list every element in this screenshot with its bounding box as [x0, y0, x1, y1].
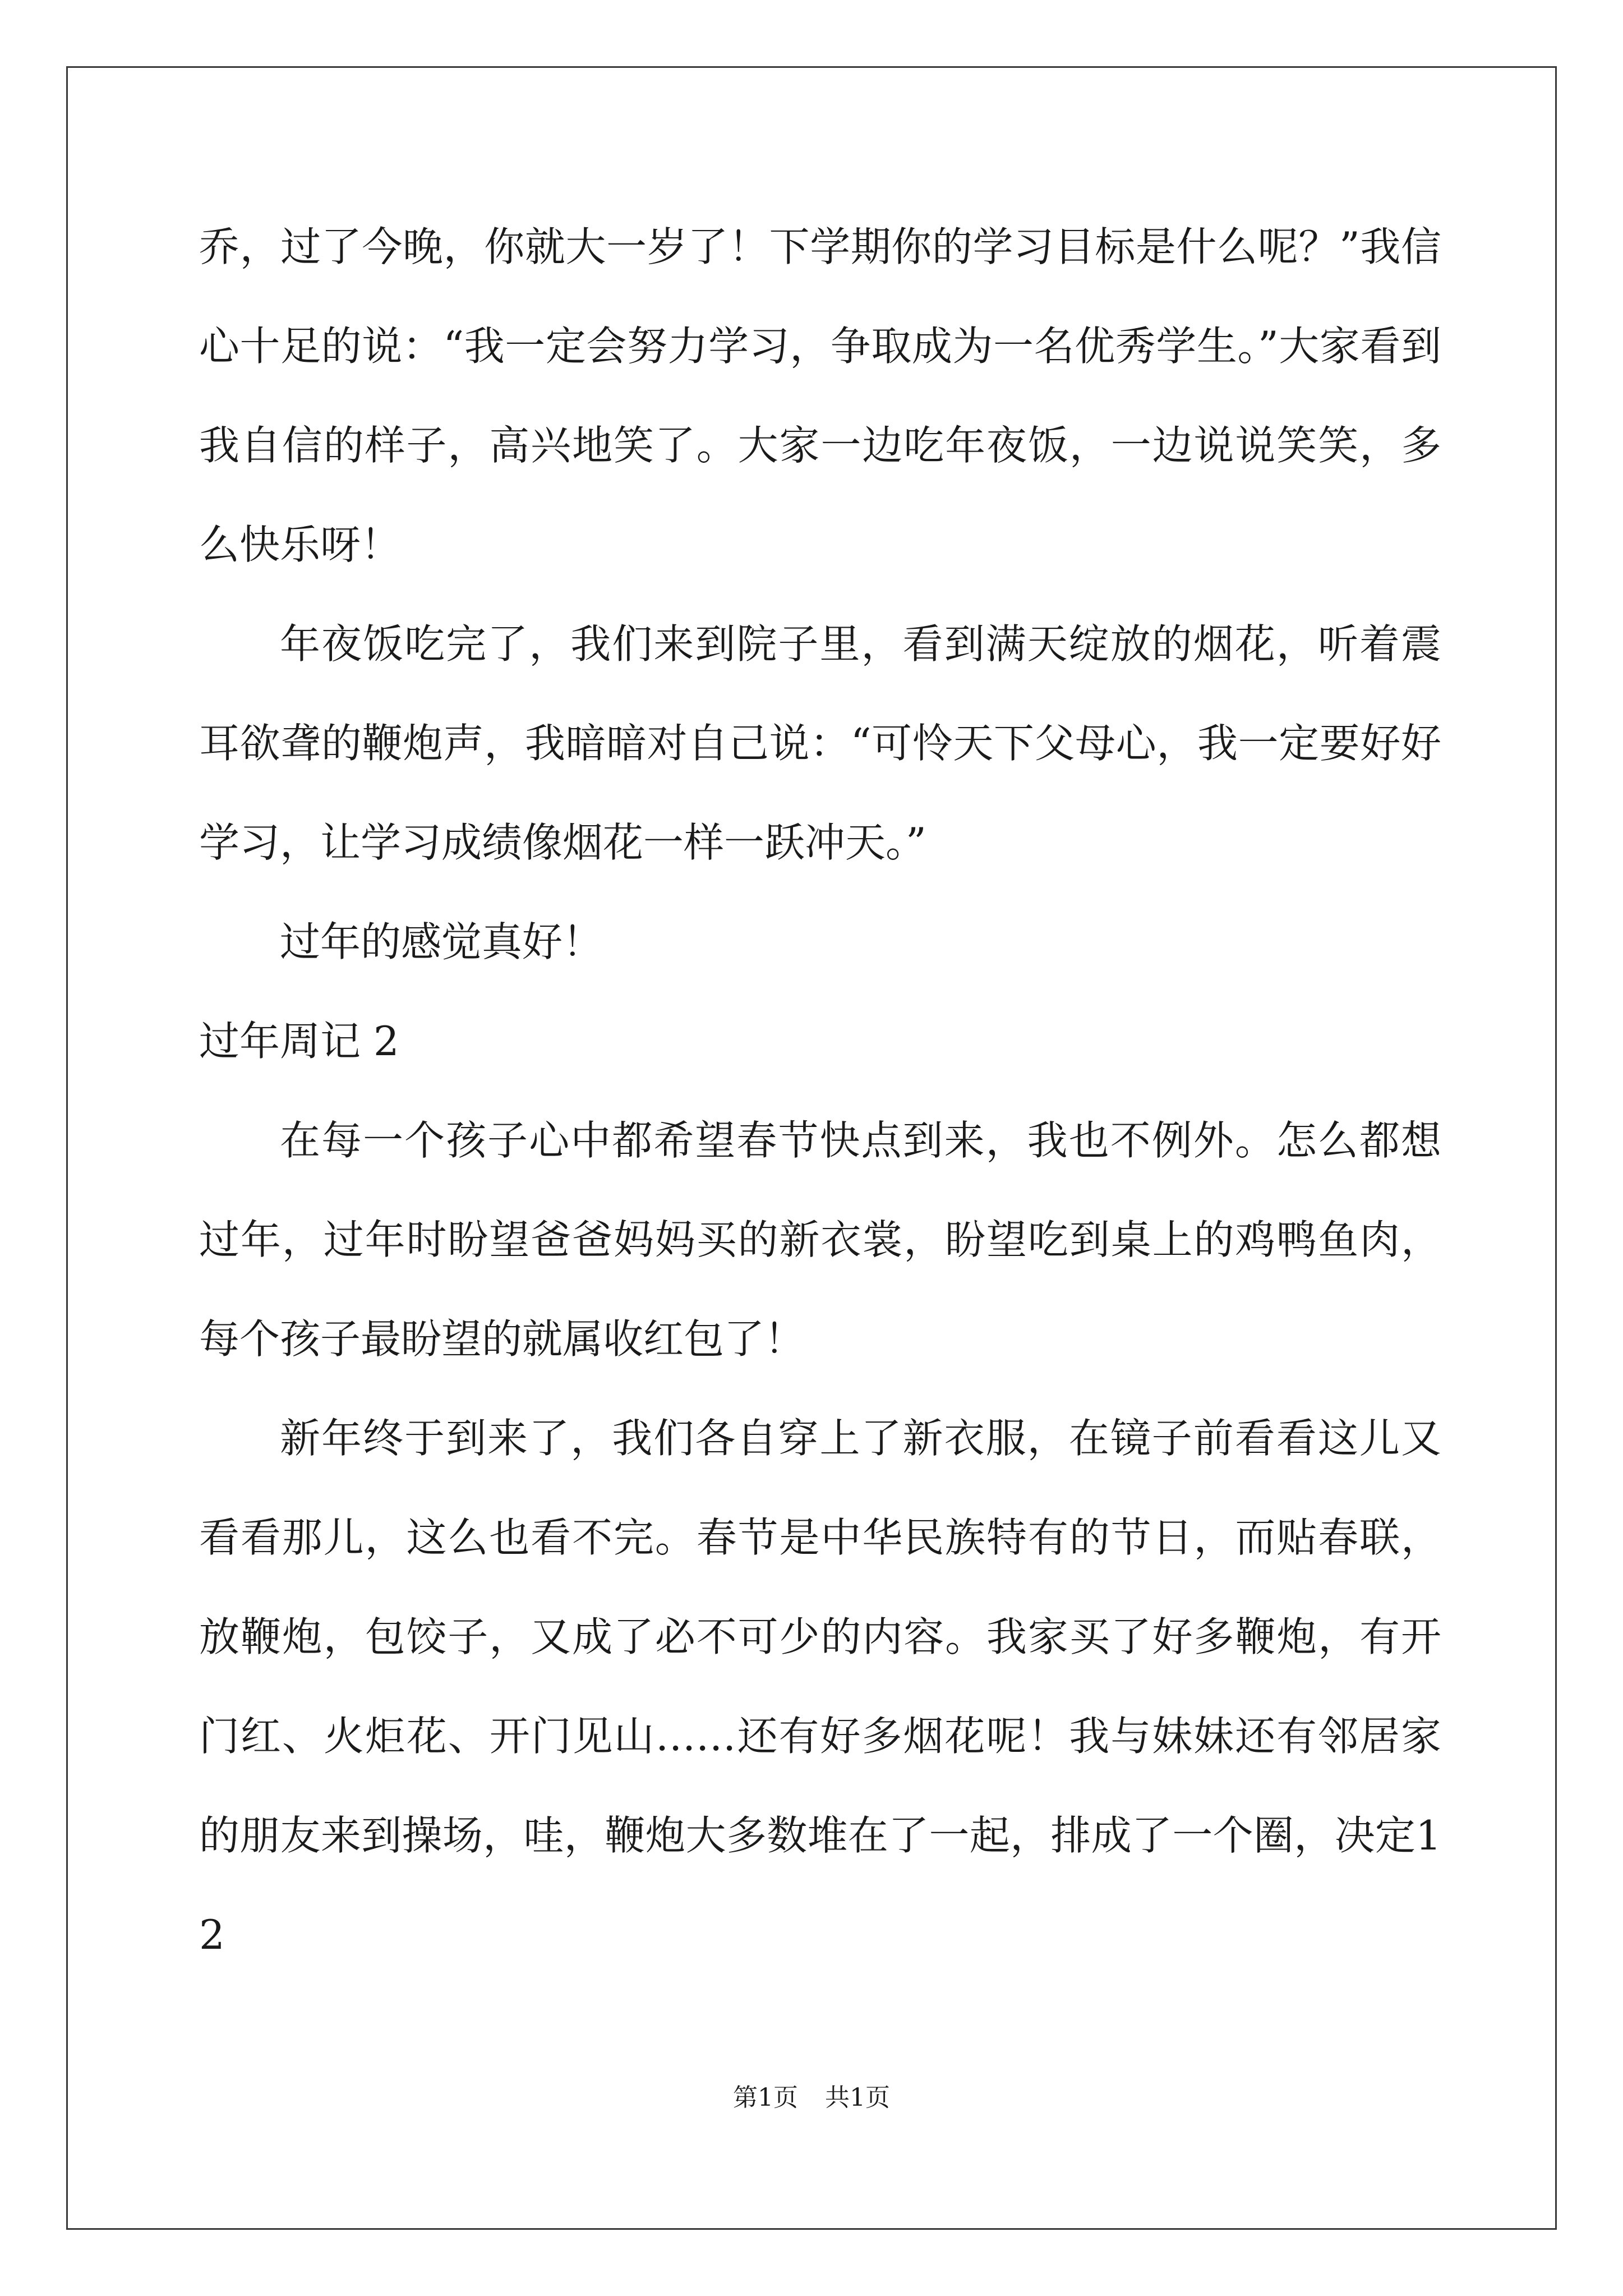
section-heading: 过年周记 2: [199, 1018, 399, 1065]
paragraph-4: 在每一个孩子心中都希望春节快点到来，我也不例外。怎么都想过年，过年时盼望爸爸妈妈买的新衣裳，盼望吃到桌上的鸡鸭鱼肉，每个孩子最盼望的就属收红包了！: [199, 1117, 1441, 1363]
paragraph-3: 过年的感觉真好！: [280, 918, 603, 965]
page-footer: [0, 2081, 1623, 2115]
page-number: 第1页: [733, 2083, 798, 2112]
paragraph-5: 新年终于到来了，我们各自穿上了新衣服，在镜子前看看这儿又看看那儿，这么也看不完。春节是中华民族特有的节日，而贴春联，放鞭炮，包饺子，又成了必不可少的内容。我家买了好多鞭炮，有开门红、火炬花、开门见山……还有好多烟花呢！我与妹妹还有邻居家的朋友来到操场，哇，鞭炮大多数堆在了一起，排成了一个圈，决定12: [199, 1415, 1441, 1958]
document-body: [199, 197, 1441, 1985]
page-total: 共1页: [825, 2083, 890, 2112]
paragraph-1: 乔，过了今晚，你就大一岁了！下学期你的学习目标是什么呢？”我信心十足的说：“我一定会努力学习，争取成为一名优秀学生。”大家看到我自信的样子，高兴地笑了。大家一边吃年夜饭，一边说说笑笑，多么快乐呀！: [199, 223, 1441, 568]
paragraph-2: 年夜饭吃完了，我们来到院子里，看到满天绽放的烟花，听着震耳欲聋的鞭炮声，我暗暗对自己说：“可怜天下父母心，我一定要好好学习，让学习成绩像烟花一样一跃冲天。”: [199, 620, 1441, 866]
